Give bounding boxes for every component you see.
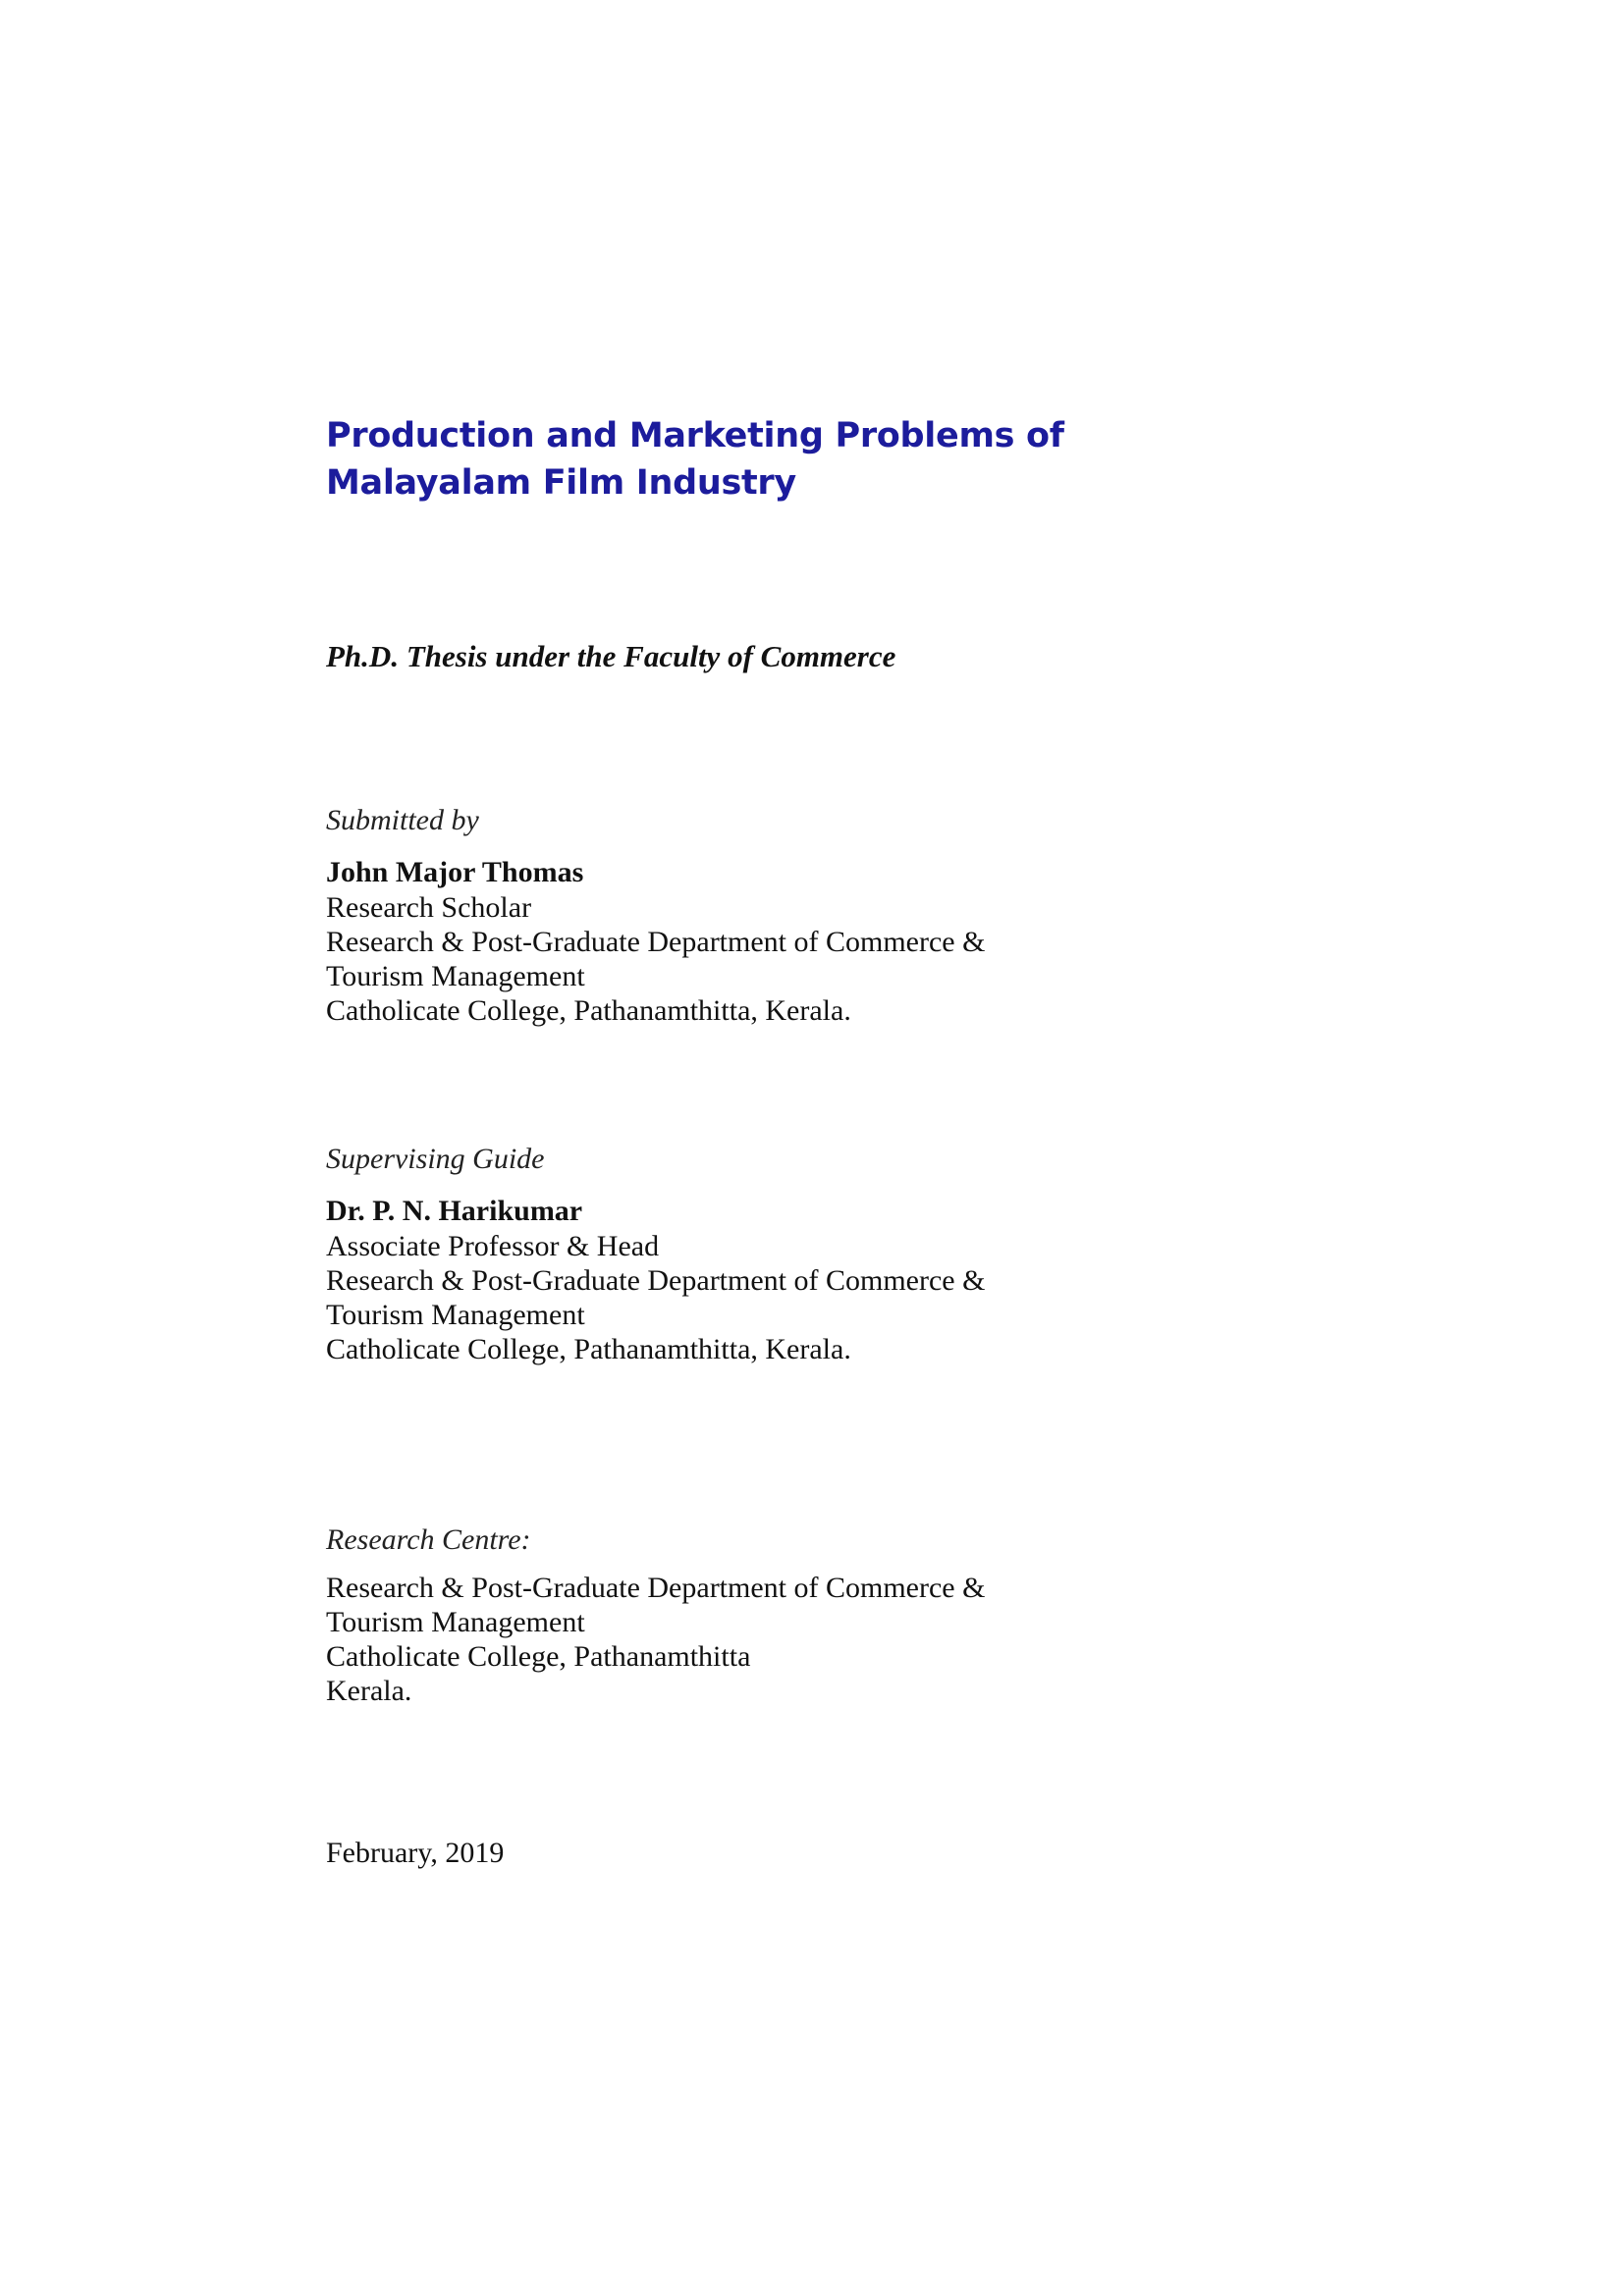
guide-college: Catholicate College, Pathanamthitta, Kerala.	[326, 1333, 851, 1365]
scholar-name: John Major Thomas	[326, 856, 584, 888]
guide-name: Dr. P. N. Harikumar	[326, 1195, 583, 1227]
scholar-role: Research Scholar	[326, 891, 532, 924]
scholar-college: Catholicate College, Pathanamthitta, Kerala.	[326, 994, 851, 1027]
supervising-guide-section	[326, 1194, 985, 1366]
centre-state: Kerala.	[326, 1675, 412, 1707]
scholar-department-cont: Tourism Management	[326, 960, 585, 992]
guide-role: Associate Professor & Head	[326, 1230, 660, 1262]
research-centre-label: Research Centre:	[326, 1523, 531, 1556]
thesis-title	[326, 412, 1064, 507]
thesis-subtitle: Ph.D. Thesis under the Faculty of Commerce	[326, 639, 896, 673]
submitted-by-section	[326, 855, 985, 1028]
submission-date: February, 2019	[326, 1837, 505, 1869]
supervising-guide-label: Supervising Guide	[326, 1143, 545, 1175]
thesis-title-line-2: Malayalam Film Industry	[326, 463, 796, 503]
thesis-title-line-1: Production and Marketing Problems of	[326, 416, 1064, 455]
guide-department: Research & Post-Graduate Department of Commerce &	[326, 1264, 986, 1297]
centre-college: Catholicate College, Pathanamthitta	[326, 1640, 751, 1673]
centre-department: Research & Post-Graduate Department of Commerce &	[326, 1572, 986, 1604]
centre-department-cont: Tourism Management	[326, 1606, 585, 1638]
scholar-department: Research & Post-Graduate Department of Commerce &	[326, 926, 986, 958]
submitted-by-label: Submitted by	[326, 804, 479, 836]
guide-department-cont: Tourism Management	[326, 1299, 585, 1331]
research-centre-section	[326, 1571, 985, 1708]
